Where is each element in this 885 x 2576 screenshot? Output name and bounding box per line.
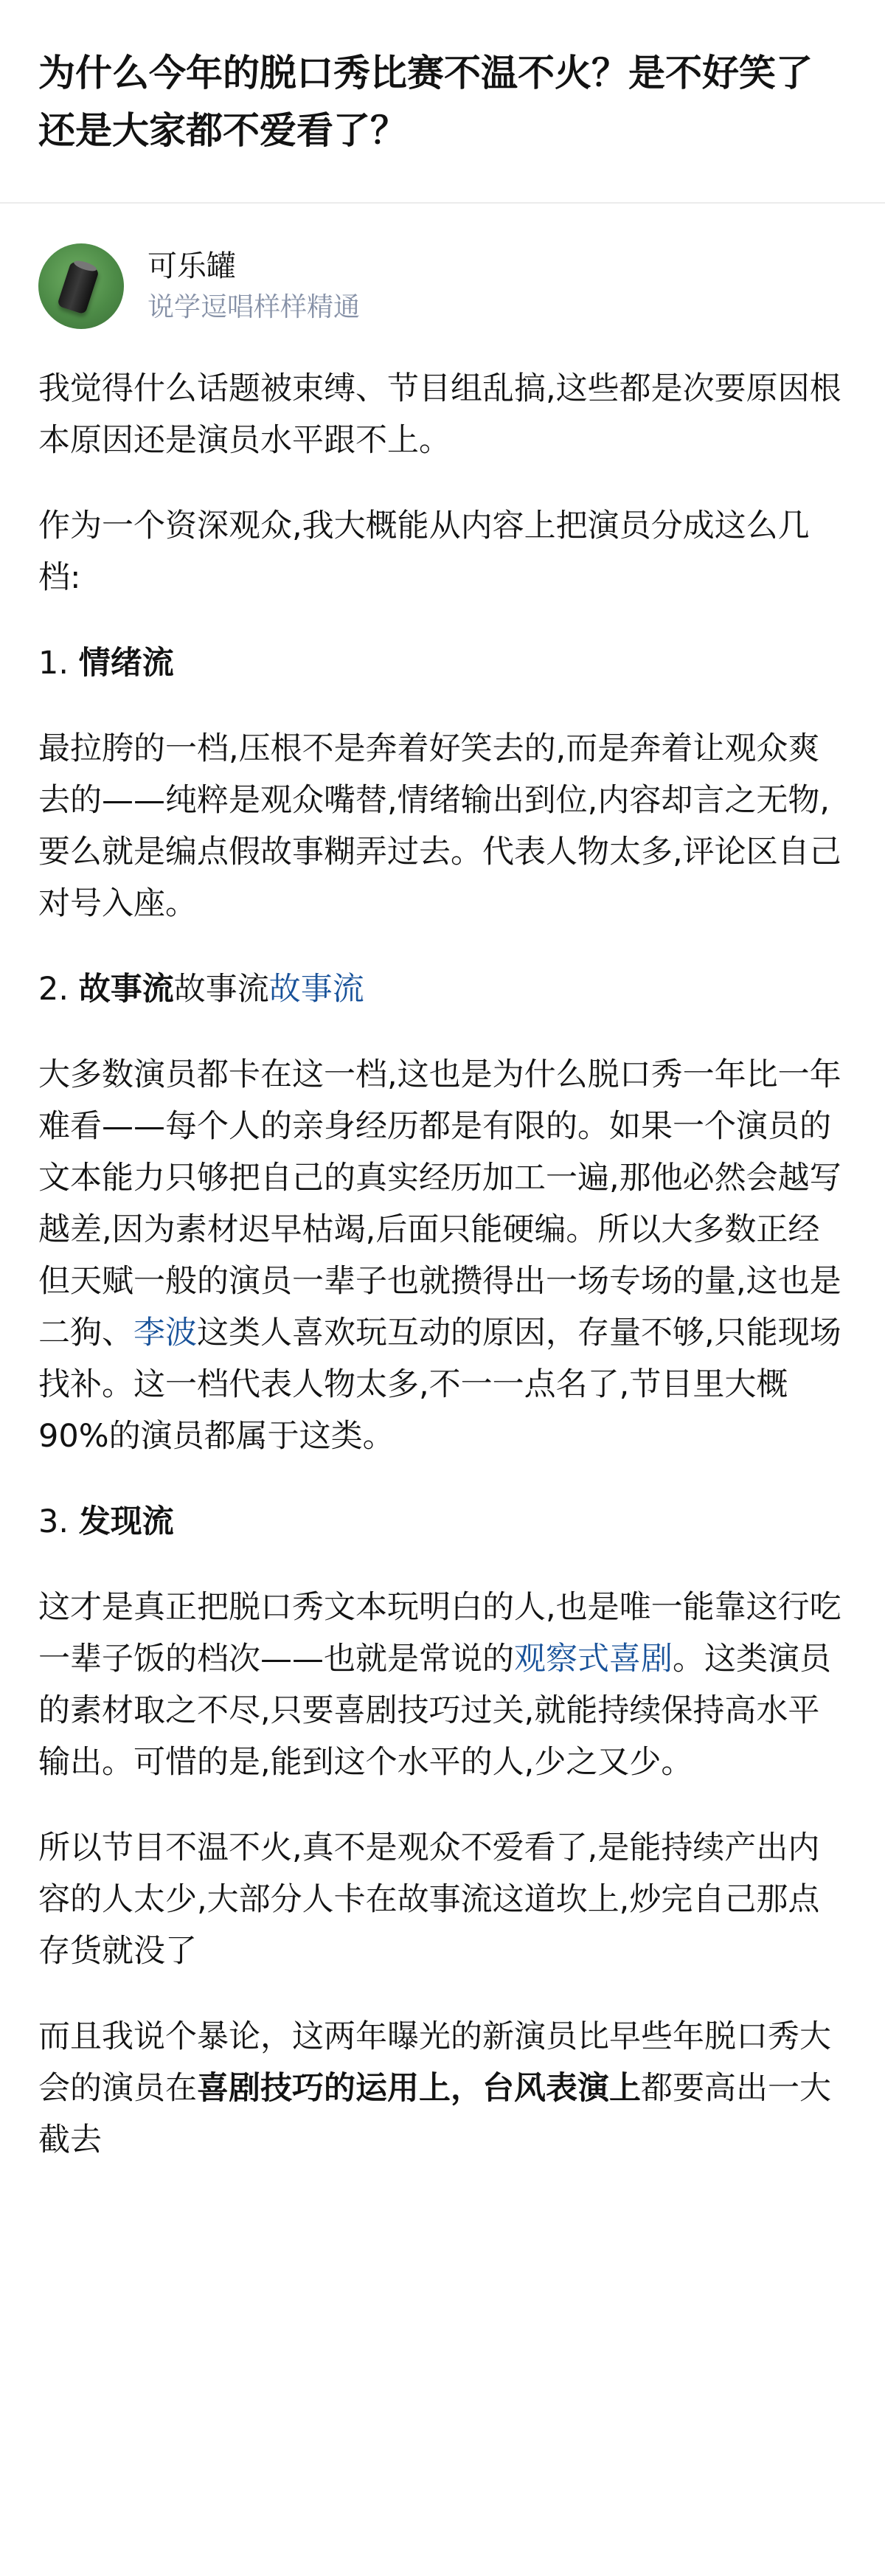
text-segment: 都要高出一大截去 — [38, 2070, 831, 2158]
paragraph-7 — [38, 2011, 847, 2166]
paragraph-6: 所以节目不温不火,真不是观众不爱看了,是能持续产出内容的人太少,大部分人卡在故事流这道坎上,炒完自己那点存货就没了 — [38, 1829, 820, 1970]
heading-link[interactable]: 故事流 — [268, 971, 364, 1008]
heading-number: 2. — [38, 971, 79, 1008]
heading-title: 发现流 — [78, 1503, 174, 1540]
paragraph-1: 我觉得什么话题被束缚、节目组乱搞,这些都是次要原因根本原因还是演员水平跟不上。 — [38, 370, 841, 459]
text-segment: 这类人喜欢玩互动的原因，存量不够,只能现场找补。这一档代表人物太多,不一一点名了,节目里大概90%的演员都属于这类。 — [38, 1315, 841, 1455]
text-segment: 。这类演员的素材取之不尽,只要喜剧技巧过关,就能持续保持高水平输出。可惜的是,能到这个水平的人,少之又少。 — [38, 1641, 831, 1781]
heading-title: 情绪流 — [78, 645, 174, 682]
section-heading-3 — [38, 1496, 847, 1548]
question-header — [0, 0, 885, 204]
heading-number: 1. — [38, 645, 79, 682]
heading-title: 故事流 — [78, 971, 174, 1008]
author-name[interactable]: 可乐罐 — [148, 249, 236, 283]
paragraph-2: 作为一个资深观众,我大概能从内容上把演员分成这么几档: — [38, 508, 810, 596]
section-heading-1 — [38, 637, 847, 689]
cola-can-icon — [57, 260, 100, 314]
paragraph-3: 最拉胯的一档,压根不是奔着好笑去的,而是奔着让观众爽去的——纯粹是观众嘴替,情绪输出到位,内容却言之无物,要么就是编点假故事糊弄过去。代表人物太多,评论区自己对号入座。 — [38, 730, 841, 922]
inline-link-libo[interactable]: 李波 — [133, 1315, 197, 1351]
heading-plain-text: 故事流 — [173, 971, 269, 1008]
author-bio: 说学逗唱样样精通 — [148, 292, 361, 322]
question-title[interactable]: 为什么今年的脱口秀比赛不温不火？是不好笑了还是大家都不爱看了？ — [38, 52, 813, 152]
paragraph-4 — [38, 1049, 847, 1462]
answer-content — [38, 363, 847, 2166]
bold-text: 喜剧技巧的运用上，台风表演上 — [197, 2070, 641, 2107]
answer-card — [0, 204, 885, 2166]
text-segment: 而且我说个暴论，这两年曝光的新演员比早些年脱口秀大会的演员在 — [38, 2018, 831, 2107]
text-segment: 大多数演员都卡在这一档,这也是为什么脱口秀一年比一年难看——每个人的亲身经历都是有限的。如果一个演员的文本能力只够把自己的真实经历加工一遍,那他必然会越写越差,因为素材迟早枯竭,后面只能硬编。所以大多数正经但天赋一般的演员一辈子也就攒得出一场专场的量,这也是二狗、 — [38, 1056, 841, 1351]
author-info — [38, 243, 847, 329]
author-text — [148, 246, 360, 326]
section-heading-2 — [38, 963, 847, 1015]
avatar[interactable] — [38, 243, 124, 329]
inline-link-observational-comedy[interactable]: 观察式喜剧 — [514, 1641, 673, 1677]
text-segment: 这才是真正把脱口秀文本玩明白的人,也是唯一能靠这行吃一辈子饭的档次——也就是常说的 — [38, 1589, 841, 1677]
heading-number: 3. — [38, 1503, 79, 1540]
paragraph-5 — [38, 1582, 847, 1788]
